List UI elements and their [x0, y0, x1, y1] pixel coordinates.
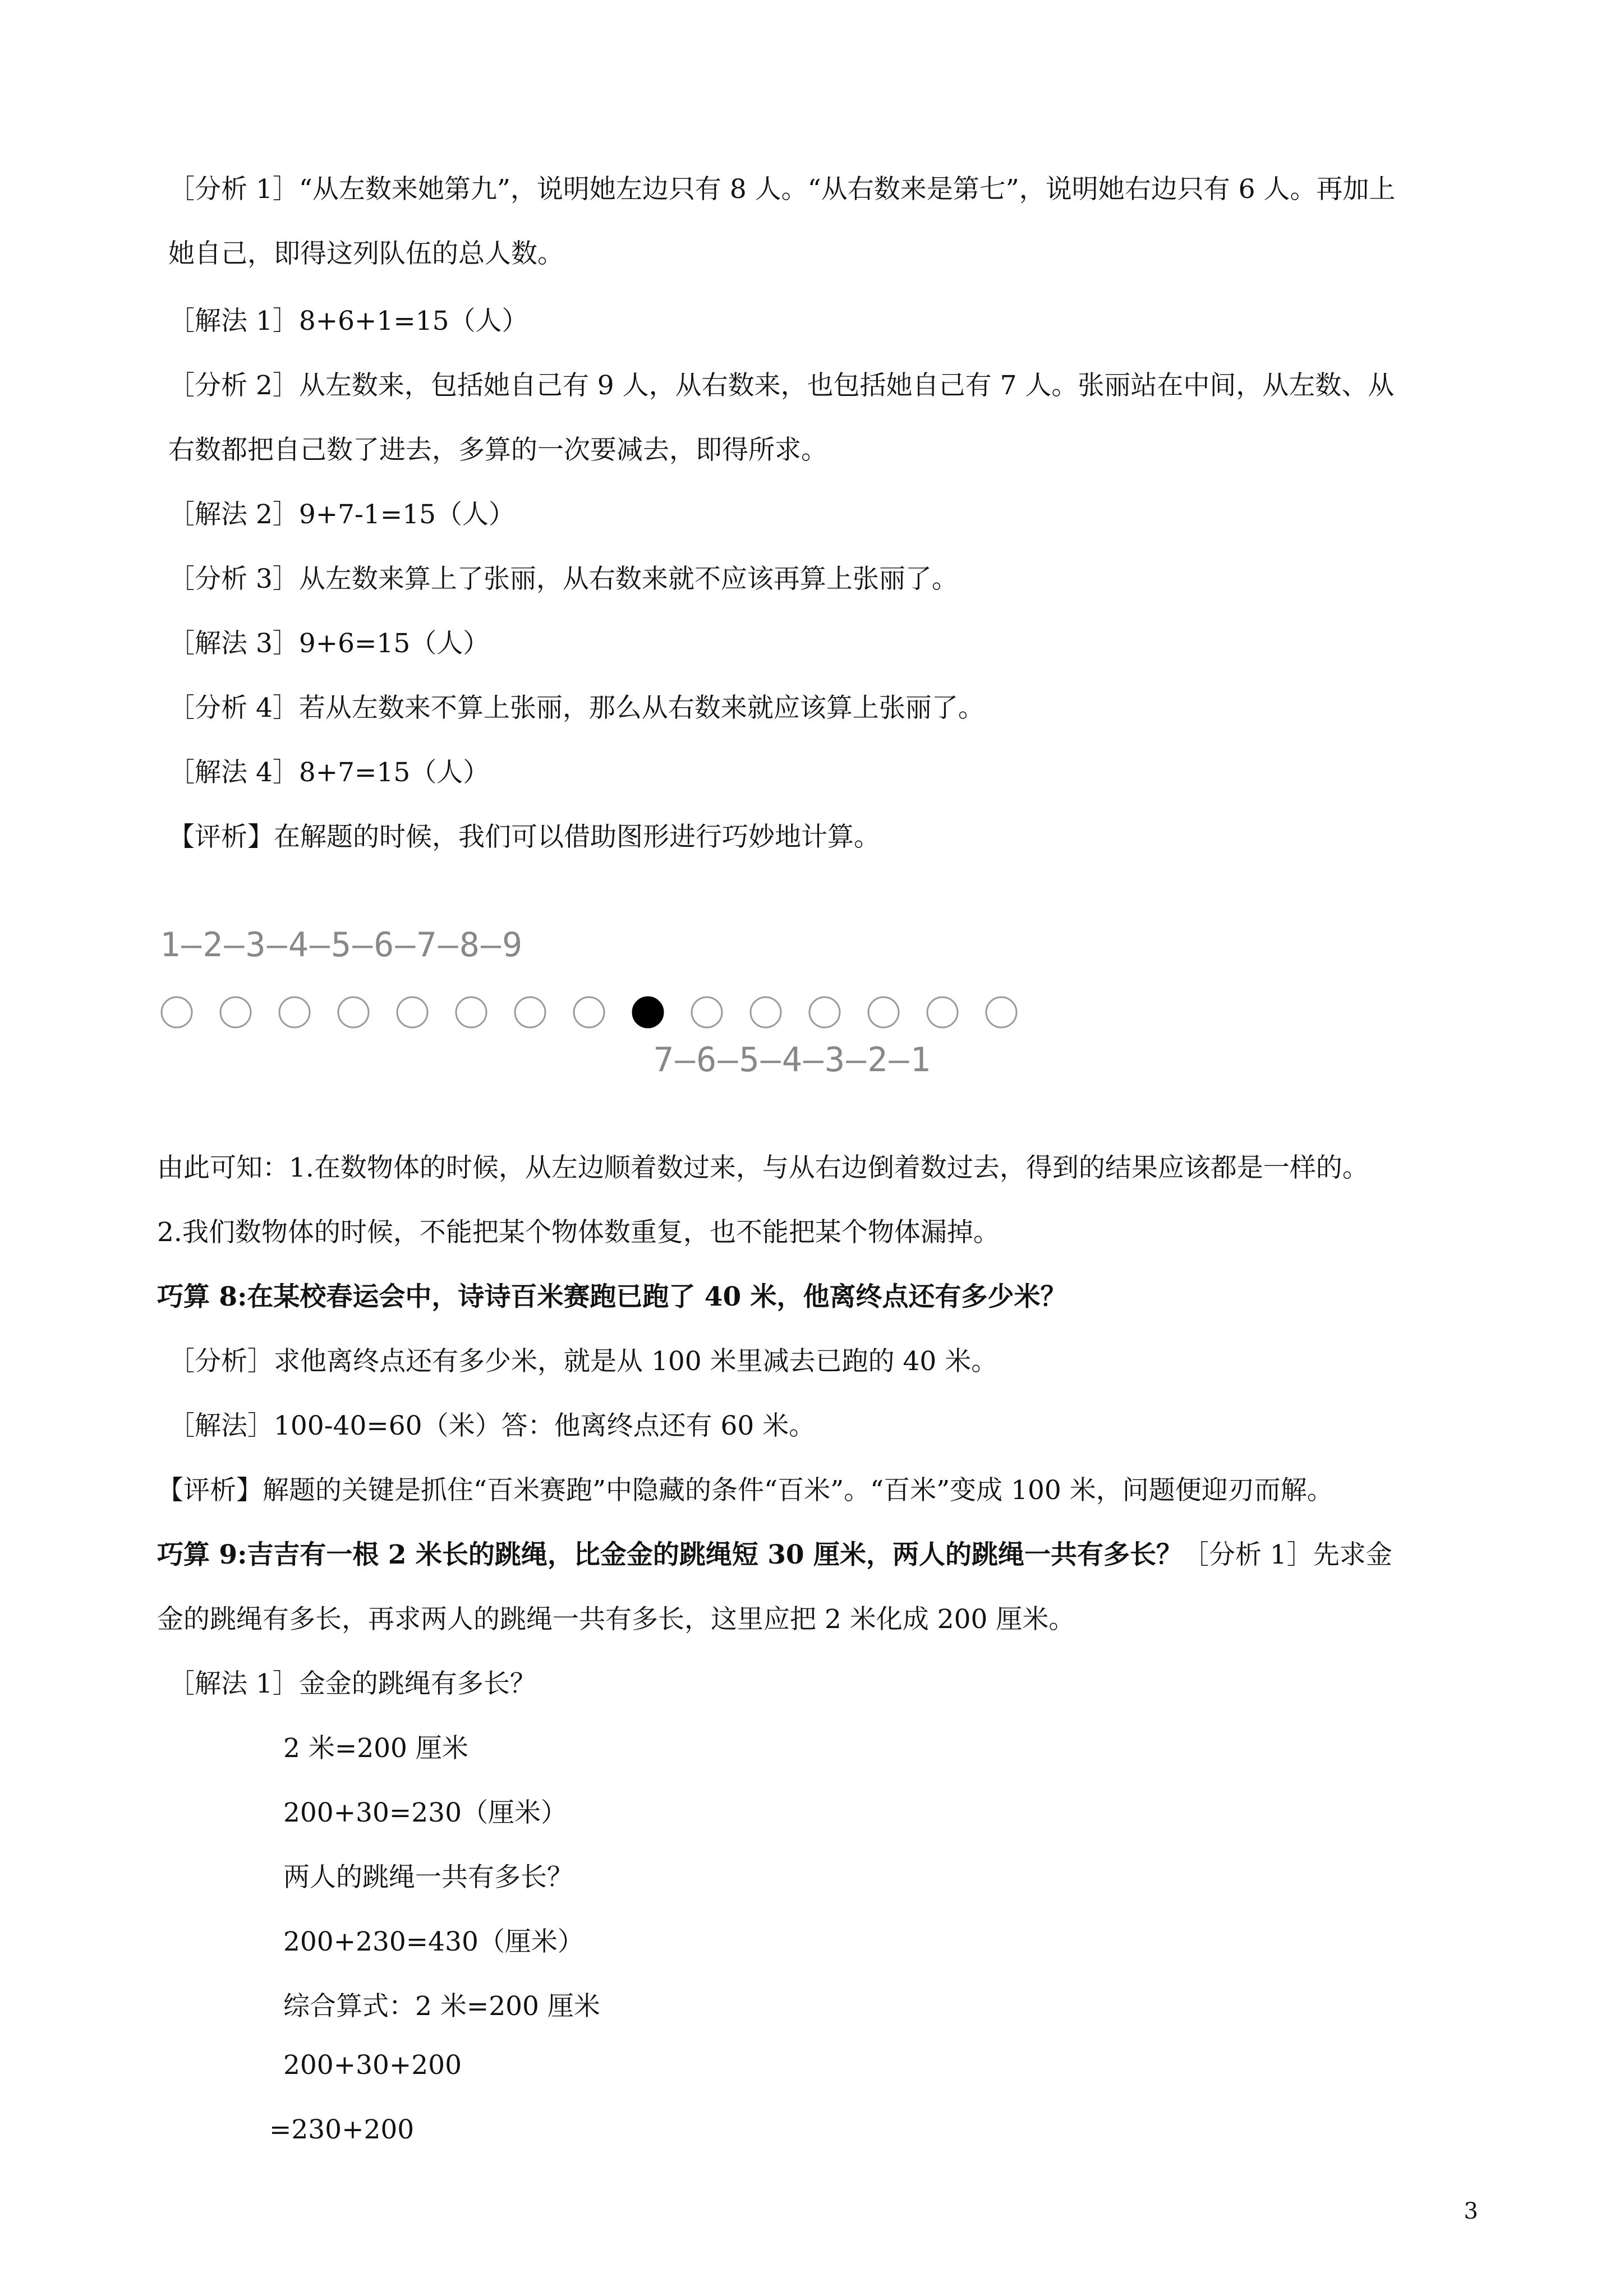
person-circle	[162, 997, 192, 1027]
calc-line-7: =230+200	[269, 2114, 415, 2145]
para-analysis2-line1: ［分析 2］从左数来，包括她自己有 9 人，从右数来，也包括她自己有 7 人。张丽站在中间，从左数、从	[168, 370, 1395, 401]
problem-8-title: 巧算 8:在某校春运会中，诗诗百米赛跑已跑了 40 米，他离终点还有多少米？	[157, 1281, 1067, 1312]
person-circle	[397, 997, 427, 1027]
person-circle	[927, 997, 958, 1027]
para-conclusion1: 由此可知：1.在数物体的时候，从左边顺着数过来，与从右边倒着数过去，得到的结果应该都是一样的。	[157, 1152, 1369, 1183]
person-circle	[809, 997, 840, 1027]
person-circle	[220, 997, 251, 1027]
problem-8-analysis: ［分析］求他离终点还有多少米，就是从 100 米里减去已跑的 40 米。	[168, 1346, 998, 1377]
calc-line-2: 200+30=230（厘米）	[283, 1797, 567, 1828]
person-circle	[338, 997, 369, 1027]
para-analysis1-line1: ［分析 1］“从左数来她第九”，说明她左边只有 8 人。“从右数来是第七”，说明她右边只有 6 人。再加上	[168, 174, 1396, 205]
para-analysis3: ［分析 3］从左数来算上了张丽，从右数来就不应该再算上张丽了。	[168, 564, 958, 594]
para-analysis1-line2: 她自己，即得这列队伍的总人数。	[168, 238, 564, 269]
person-circle	[515, 997, 545, 1027]
circle-row	[157, 984, 1111, 1040]
para-analysis2-line2: 右数都把自己数了进去，多算的一次要减去，即得所求。	[168, 435, 827, 465]
person-circle	[986, 997, 1016, 1027]
page-number: 3	[1464, 2198, 1478, 2224]
para-solution1: ［解法 1］8+6+1=15（人）	[168, 306, 528, 336]
person-zhangli-circle	[633, 997, 663, 1027]
person-circle	[868, 997, 899, 1027]
problem-8-solution: ［解法］100-40=60（米）答：他离终点还有 60 米。	[168, 1410, 816, 1441]
para-analysis4: ［分析 4］若从左数来不算上张丽，那么从右数来就应该算上张丽了。	[168, 693, 984, 723]
calc-line-3: 两人的跳绳一共有多长？	[283, 1862, 573, 1893]
para-solution3: ［解法 3］9+6=15（人）	[168, 628, 490, 659]
para-comment: 【评析】在解题的时候，我们可以借助图形进行巧妙地计算。	[168, 822, 880, 852]
person-circle	[692, 997, 722, 1027]
para-conclusion2: 2.我们数物体的时候，不能把某个物体数重复，也不能把某个物体漏掉。	[157, 1217, 1000, 1248]
problem-9-analysis-line2: 金的跳绳有多长，再求两人的跳绳一共有多长，这里应把 2 米化成 200 厘米。	[157, 1604, 1075, 1635]
problem-8-comment: 【评析】解题的关键是抓住“百米赛跑”中隐藏的条件“百米”。“百米”变成 100 米，问题便迎刃而解。	[157, 1475, 1333, 1506]
problem-9-solution-intro: ［解法 1］金金的跳绳有多长？	[168, 1668, 536, 1699]
problem-9-title	[157, 1534, 1392, 1571]
calc-line-6: 200+30+200	[283, 2050, 462, 2081]
para-solution2: ［解法 2］9+7-1=15（人）	[168, 499, 515, 530]
person-circle	[751, 997, 781, 1027]
right-count-chain: 7—6—5—4—3—2—1	[654, 1040, 932, 1080]
person-circle	[456, 997, 486, 1027]
left-count-chain: 1—2—3—4—5—6—7—8—9	[160, 925, 524, 965]
person-circle	[279, 997, 310, 1027]
person-circle	[574, 997, 604, 1027]
problem-9-question: 巧算 9:吉吉有一根 2 米长的跳绳，比金金的跳绳短 30 厘米，两人的跳绳一共有多长？	[157, 1539, 1183, 1570]
calc-line-4: 200+230=430（厘米）	[283, 1926, 584, 1957]
para-solution4: ［解法 4］8+7=15（人）	[168, 757, 490, 788]
calc-line-5: 综合算式：2 米=200 厘米	[283, 1991, 600, 2022]
problem-9-analysis-start: ［分析 1］先求金	[1182, 1539, 1392, 1570]
counting-diagram	[157, 925, 1111, 1110]
calc-line-1: 2 米=200 厘米	[283, 1733, 468, 1764]
